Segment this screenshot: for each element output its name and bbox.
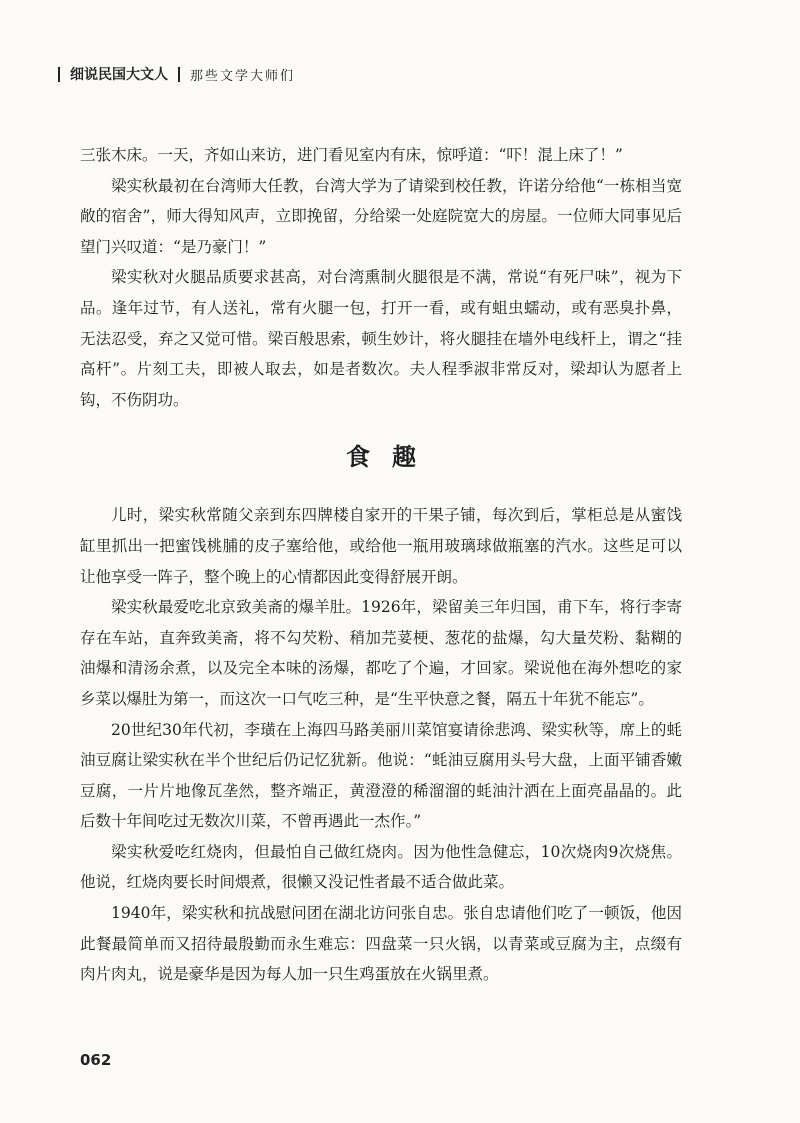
- paragraph: 20世纪30年代初，李璜在上海四马路美丽川菜馆宴请徐悲鸿、梁实秋等，席上的蚝油豆腐让梁实秋在半个世纪后仍记忆犹新。他说：“蚝油豆腐用头号大盘，上面平铺香嫩豆腐，一片片地像瓦垄然，整齐端正，黄澄澄的稀溜溜的蚝油汁洒在上面亮晶晶的。此后数十年间吃过无数次川菜，不曾再遇此一杰作。”: [80, 720, 682, 831]
- paragraph-continued: 三张木床。一天，齐如山来访，进门看见室内有床，惊呼道：“吓！混上床了！”: [80, 146, 623, 164]
- paragraph: 1940年，梁实秋和抗战慰问团在湖北访问张自忠。张自忠请他们吃了一顿饭，他因此餐最简单而又招待最殷勤而永生难忘：四盘菜一只火锅，以青菜或豆腐为主，点缀有肉片肉丸，说是豪华是因为每人加一只生鸡蛋放在火锅里煮。: [80, 904, 682, 984]
- running-header: [58, 64, 295, 84]
- section-title: 食趣: [346, 442, 438, 472]
- header-bar-left: [58, 67, 60, 82]
- paragraph: 梁实秋爱吃红烧肉，但最怕自己做红烧肉。因为他性急健忘，10次烧肉9次烧焦。他说，红烧肉要长时间煨煮，很懒又没记性者最不适合做此菜。: [80, 842, 682, 892]
- page-body: [80, 140, 682, 990]
- paragraph: 梁实秋最爱吃北京致美斋的爆羊肚。1926年，梁留美三年归国，甫下车，将行李寄存在车站，直奔致美斋，将不勾芡粉、稍加芫荽梗、葱花的盐爆，勾大量芡粉、黏糊的油爆和清汤余煮，以及完全本味的汤爆，都吃了个遍，才回家。梁说他在海外想吃的家乡菜以爆肚为第一，而这次一口气吃三种，是“生平快意之餐，隔五十年犹不能忘”。: [80, 598, 682, 708]
- book-title: 细说民国大文人: [70, 67, 168, 83]
- paragraph: 梁实秋最初在台湾师大任教，台湾大学为了请梁到校任教，许诺分给他“一栋相当宽敞的宿舍”，师大得知风声，立即挽留，分给梁一处庭院宽大的房屋。一位师大同事见后望门兴叹道：“是乃豪门！”: [80, 176, 682, 256]
- header-bar-divider: [178, 67, 180, 82]
- paragraph: 儿时，梁实秋常随父亲到东四牌楼自家开的干果子铺，每次到后，掌柜总是从蜜饯缸里抓出一把蜜饯桃脯的皮子塞给他，或给他一瓶用玻璃球做瓶塞的汽水。这些足可以让他享受一阵子，整个晚上的心情都因此变得舒展开朗。: [80, 506, 682, 586]
- paragraph: 梁实秋对火腿品质要求甚高，对台湾熏制火腿很是不满，常说“有死尸味”，视为下品。逢年过节，有人送礼，常有火腿一包，打开一看，或有蛆虫蠕动，或有恶臭扑鼻，无法忍受，弃之又觉可惜。梁百般思索，顿生妙计，将火腿挂在墙外电线杆上，谓之“挂高杆”。片刻工夫，即被人取去，如是者数次。夫人程季淑非常反对，梁却认为愿者上钩，不伤阴功。: [80, 268, 682, 409]
- series-title: 那些文学大师们: [190, 68, 296, 84]
- page-number: 062: [80, 1051, 112, 1069]
